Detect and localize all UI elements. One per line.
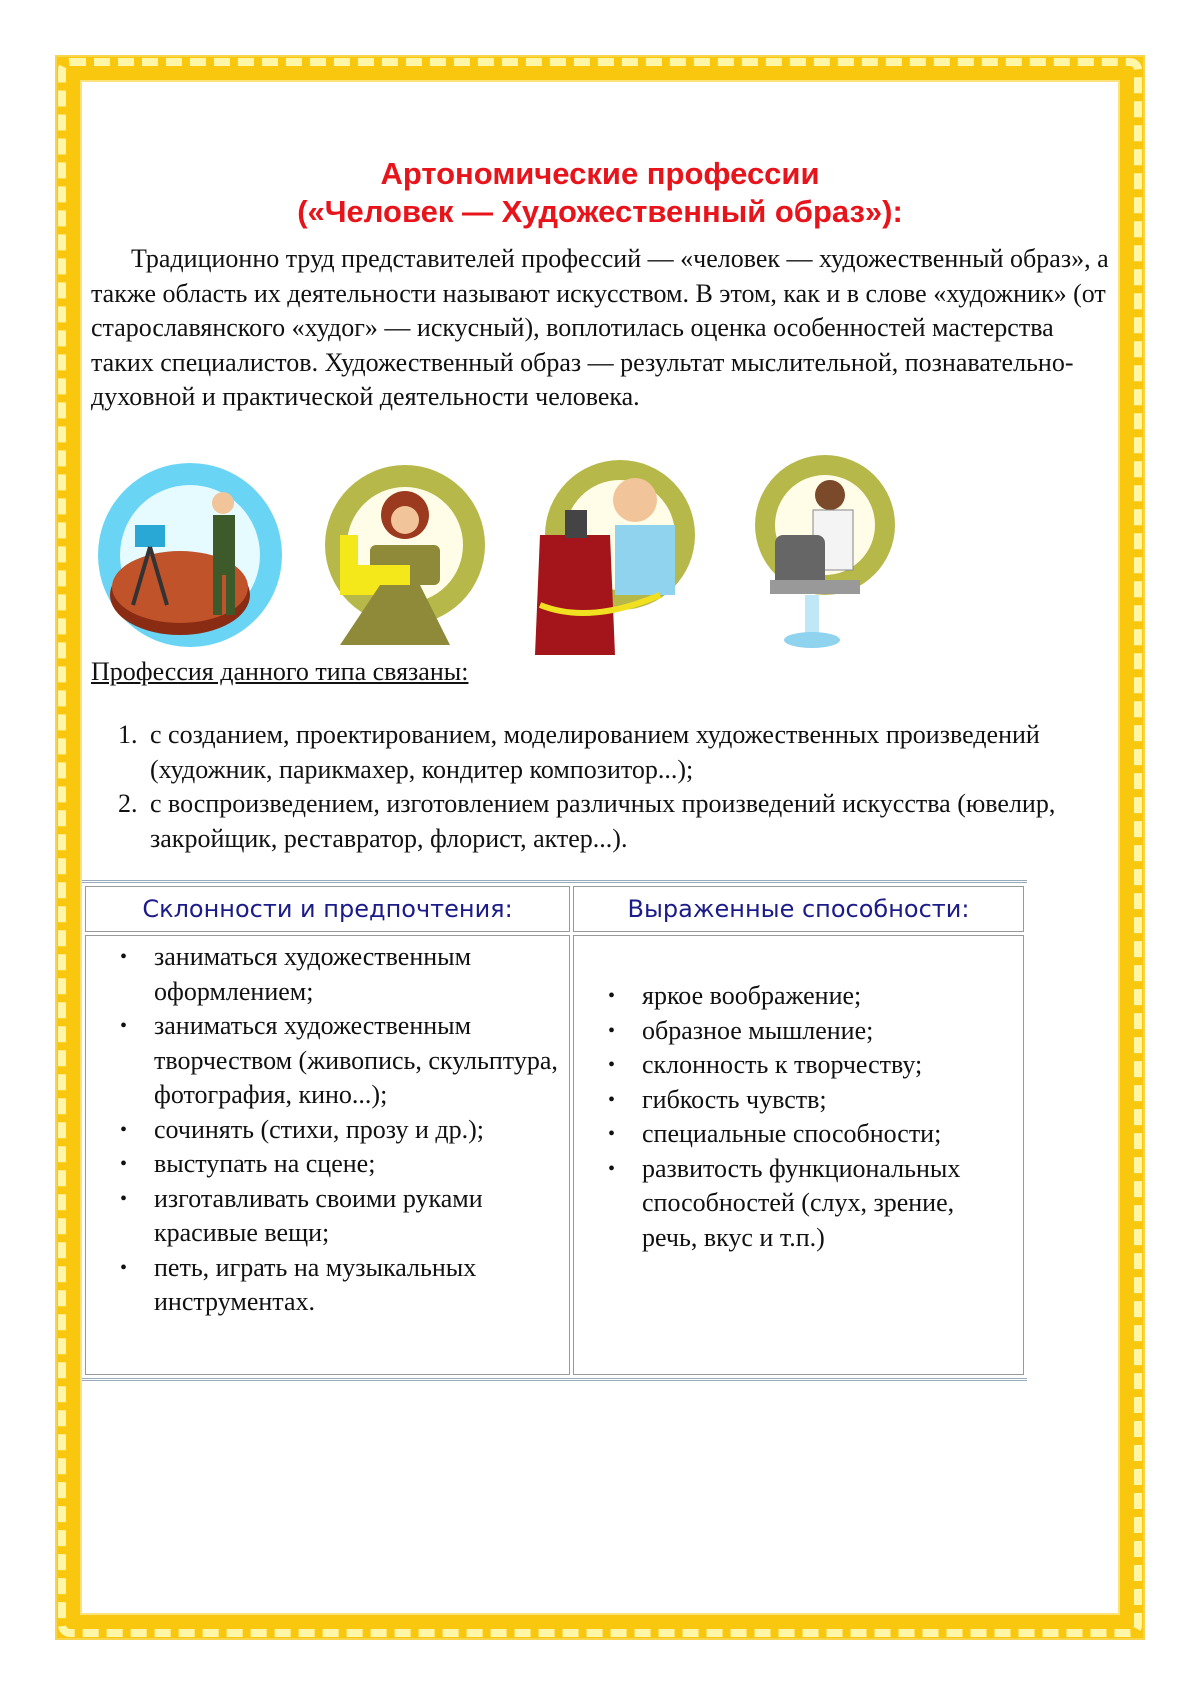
abilities-cell [573,935,1024,1375]
list-item: • специальные способности; [608,1117,1013,1152]
intro-paragraph: Традиционно труд представителей профессий — «человек — художественный образ», а также область их деятельности называют искусством. В этом, как и в слове «художник» (от старославянского «худог» — искусный), воплотилась оценка особенностей мастерства таких специалистов. Художественный образ — результат мыслительной, познавательно-духовной и практической деятельности человека. [91,244,1109,411]
list-item: • яркое воображение; [608,979,1013,1014]
list-item: • изготавливать своими руками красивые вещи; [120,1182,559,1251]
list-item: • развитость функциональных способностей (слух, зрение, речь, вкус и т.п.) [608,1152,1013,1256]
list-text: с воспроизведением, изготовлением различных произведений искусства (ювелир, закройщик, реставратор, флорист, актер...). [150,789,1056,853]
barber-clipart [735,455,915,655]
title-line-2: («Человек — Художественный образ»): [297,194,903,229]
illustrations [95,455,1015,665]
list-number: 1. [118,720,138,749]
filmmaker-clipart [95,455,285,655]
header-preferences: Склонности и предпочтения: [85,886,570,932]
page-title [0,155,1200,231]
tailor-clipart [520,455,700,655]
list-item: • гибкость чувств; [608,1083,1013,1118]
list-item: • сочинять (стихи, прозу и др.); [120,1113,559,1148]
seamstress-clipart [320,455,490,655]
list-item: • заниматься художественным творчеством (живопись, скульптура, фотография, кино...); [120,1009,559,1113]
numbered-list [118,718,1108,856]
list-item: • выступать на сцене; [120,1147,559,1182]
preferences-cell [85,935,570,1375]
list-item [118,787,1108,856]
list-item: • образное мышление; [608,1014,1013,1049]
list-item: • склонность к творчеству; [608,1048,1013,1083]
list-text: с созданием, проектированием, моделированием художественных произведений (художник, парикмахер, кондитер композитор...); [150,720,1040,784]
title-line-1: Артономические профессии [380,156,820,191]
traits-table [82,880,1027,1381]
list-item: • заниматься художественным оформлением; [120,940,559,1009]
list-number: 2. [118,789,138,818]
list-item: • петь, играть на музыкальных инструментах. [120,1251,559,1320]
list-item [118,718,1108,787]
header-abilities: Выраженные способности: [573,886,1024,932]
subheading: Профессия данного типа связаны: [91,657,469,686]
